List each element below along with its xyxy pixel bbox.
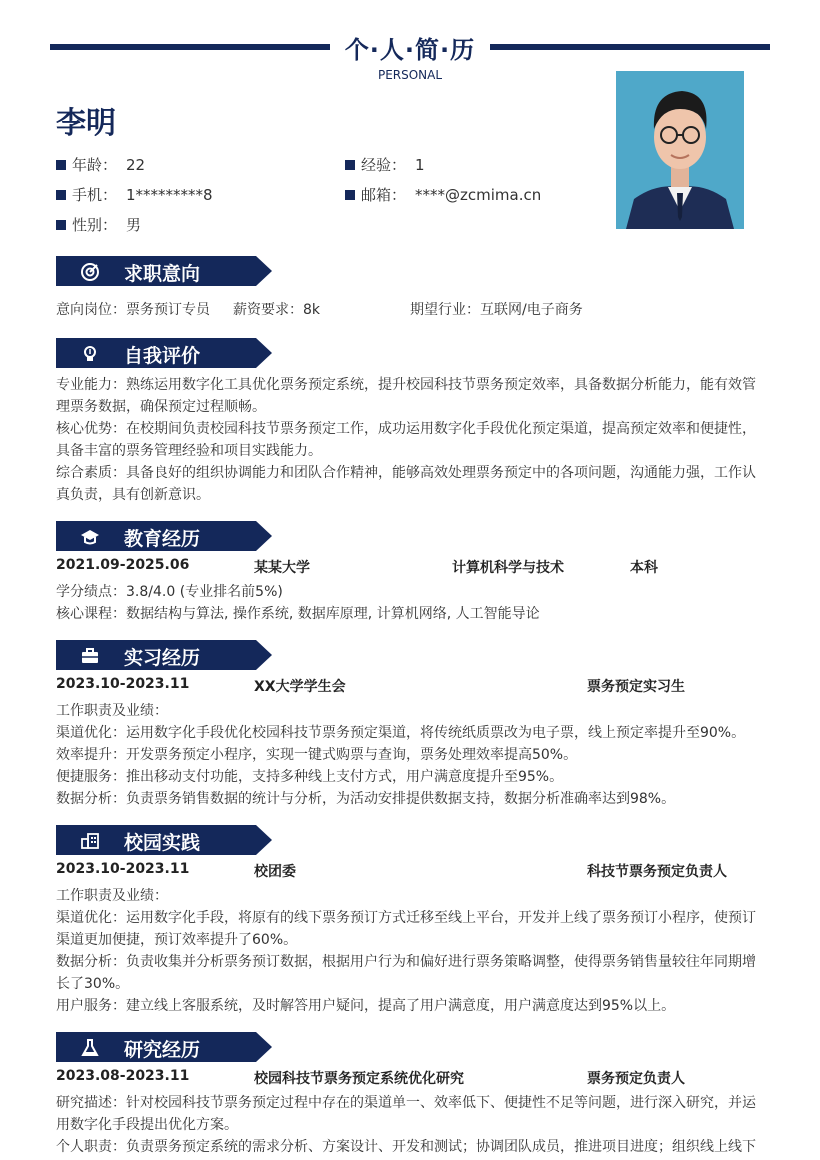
self-eval-item: 核心优势：在校期间负责校园科技节票务预定工作，成功运用数字化手段优化预定渠道，提高预定效率和便捷性，具备丰富的票务管理经验和项目实践能力。 — [56, 421, 756, 459]
education-degree: 本科 — [630, 560, 658, 576]
profile-photo — [616, 71, 744, 229]
section-title-internship: 实习经历 — [124, 647, 201, 669]
experience-label: 经验： — [361, 156, 407, 174]
self-eval-item: 专业能力：熟练运用数字化工具优化票务预定系统，提升校园科技节票务预定效率，具备数据分析能力，能有效管理票务数据，确保预定过程顺畅。 — [56, 377, 756, 415]
campus-duty-title: 工作职责及业绩： — [56, 888, 168, 904]
campus-item: 渠道优化：运用数字化手段，将原有的线下票务预订方式迁移至线上平台，开发并上线了票务预订小程序，使预订渠道更加便捷，预订效率提升了60%。 — [56, 910, 756, 948]
campus-role: 科技节票务预定负责人 — [587, 864, 727, 880]
bullet-square-icon — [56, 160, 66, 170]
age-label: 年龄： — [72, 156, 118, 174]
section-title-intent: 求职意向 — [124, 263, 201, 285]
research-row — [56, 1068, 768, 1090]
target-icon — [80, 262, 100, 282]
page-subtitle: PERSONAL — [377, 68, 443, 82]
education-major: 计算机科学与技术 — [452, 560, 564, 576]
campus-date: 2023.10-2023.11 — [56, 861, 190, 877]
internship-item: 效率提升：开发票务预定小程序，实现一键式购票与查询，票务处理效率提高50%。 — [56, 747, 578, 763]
info-age — [56, 154, 145, 175]
phone-value: 1*********8 — [126, 185, 213, 204]
self-eval-item: 综合素质：具备良好的组织协调能力和团队合作精神，能够高效处理票务预定中的各项问题，沟通能力强，工作认真负责，具有创新意识。 — [56, 465, 756, 503]
internship-item: 便捷服务：推出移动支付功能，支持多种线上支付方式，用户满意度提升至95%。 — [56, 769, 564, 785]
internship-date: 2023.10-2023.11 — [56, 676, 190, 692]
experience-value: 1 — [415, 155, 425, 174]
campus-row — [56, 861, 768, 883]
briefcase-icon — [80, 646, 100, 666]
education-date: 2021.09-2025.06 — [56, 557, 190, 573]
info-gender — [56, 214, 141, 235]
education-school: 某某大学 — [254, 560, 310, 576]
info-email — [345, 184, 541, 205]
internship-org: XX大学学生会 — [254, 679, 346, 695]
internship-item: 渠道优化：运用数字化手段优化校园科技节票务预定渠道，将传统纸质票改为电子票，线上预定率提升至90%。 — [56, 725, 746, 741]
phone-label: 手机： — [72, 186, 118, 204]
flask-icon — [80, 1038, 100, 1058]
section-title-campus: 校园实践 — [124, 832, 201, 854]
age-value: 22 — [126, 155, 146, 174]
education-row — [56, 557, 768, 579]
gender-value: 男 — [126, 216, 142, 234]
email-value: ****@zcmima.cn — [415, 185, 542, 204]
campus-item: 用户服务：建立线上客服系统，及时解答用户疑问，提高了用户满意度，用户满意度达到95%以上。 — [56, 998, 676, 1014]
intent-industry: 期望行业：互联网/电子商务 — [410, 302, 583, 318]
research-role: 票务预定负责人 — [587, 1071, 685, 1087]
candidate-name: 李明 — [56, 106, 116, 141]
intent-salary: 薪资要求：8k — [233, 302, 321, 318]
research-item: 个人职责：负责票务预定系统的需求分析、方案设计、开发和测试；协调团队成员，推进项目进度；组织线上线下 — [56, 1139, 756, 1155]
campus-org: 校团委 — [254, 864, 296, 880]
section-title-research: 研究经历 — [124, 1039, 201, 1061]
intent-position: 意向岗位：票务预订专员 — [56, 302, 210, 318]
internship-duty-title: 工作职责及业绩： — [56, 703, 168, 719]
lightbulb-icon — [80, 344, 100, 364]
gender-label: 性别： — [72, 216, 118, 234]
research-project: 校园科技节票务预定系统优化研究 — [254, 1071, 464, 1087]
bullet-square-icon — [345, 190, 355, 200]
section-title-education: 教育经历 — [124, 528, 201, 550]
research-item: 研究描述：针对校园科技节票务预定过程中存在的渠道单一、效率低下、便捷性不足等问题，进行深入研究，并运用数字化手段提出优化方案。 — [56, 1095, 756, 1133]
education-courses: 核心课程：数据结构与算法, 操作系统, 数据库原理, 计算机网络, 人工智能导论 — [56, 606, 540, 622]
campus-item: 数据分析：负责收集并分析票务预订数据，根据用户行为和偏好进行票务策略调整，使得票务销售量较往年同期增长了30%。 — [56, 954, 756, 992]
graduation-cap-icon — [80, 527, 100, 547]
info-experience — [345, 154, 425, 175]
bullet-square-icon — [56, 190, 66, 200]
education-gpa: 学分绩点：3.8/4.0 (专业排名前5%) — [56, 584, 283, 600]
building-icon — [80, 831, 100, 851]
internship-role: 票务预定实习生 — [587, 679, 685, 695]
email-label: 邮箱： — [361, 186, 407, 204]
page-title: 个·人·简·历 — [344, 36, 476, 64]
bullet-square-icon — [56, 220, 66, 230]
section-title-self: 自我评价 — [124, 345, 201, 367]
internship-item: 数据分析：负责票务销售数据的统计与分析，为活动安排提供数据支持，数据分析准确率达到98%。 — [56, 791, 676, 807]
info-phone — [56, 184, 213, 205]
internship-row — [56, 676, 768, 698]
bullet-square-icon — [345, 160, 355, 170]
research-date: 2023.08-2023.11 — [56, 1068, 190, 1084]
